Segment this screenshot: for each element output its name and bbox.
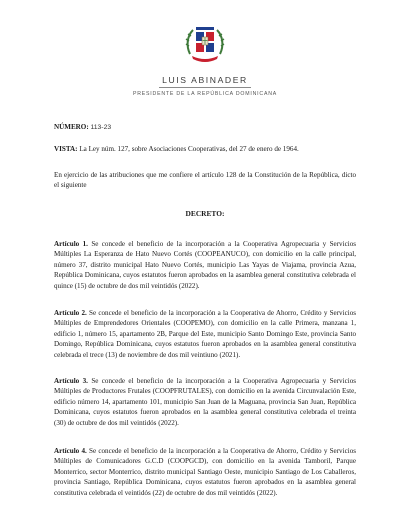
- vista-label: VISTA:: [54, 145, 78, 153]
- ejercicio-paragraph: En ejercicio de las atribuciones que me confiere el artículo 128 de la Constitución de la República, dicto el siguiente: [54, 171, 356, 190]
- article-label: Artículo 2.: [54, 309, 87, 317]
- decreto-heading: DECRETO:: [185, 209, 225, 218]
- president-title: PRESIDENTE DE LA REPÚBLICA DOMINICANA: [132, 91, 278, 97]
- article-label: Artículo 1.: [54, 240, 88, 248]
- article-paragraph: [54, 446, 356, 498]
- article-paragraph: [54, 376, 356, 428]
- dominican-coat-of-arms-icon: [184, 24, 226, 68]
- vista-paragraph: [54, 144, 356, 154]
- decree-number: [54, 122, 356, 133]
- article-text: Se concede el beneficio de la incorporación a la Cooperativa Agropecuaria y Servicios Múltiples La Esperanza de Hato Nuevo Cortés (COOPEANUCO), con domicilio en la calle principal, número 37, distrito municipal Hato Nuevo Cortés, municipio Las Yayas de Viajama, provincia Azua, República Dominicana, cuyos estatutos fueron aprobados en la asamblea general constitutiva celebrada el quince (15) de octubre de dos mil veintidós (2022).: [54, 240, 357, 290]
- article-paragraph: [54, 308, 356, 360]
- vista-text: La Ley núm. 127, sobre Asociaciones Cooperativas, del 27 de enero de 1964.: [79, 145, 299, 153]
- president-name: LUIS ABINADER: [162, 75, 248, 85]
- signature-divider: [159, 87, 251, 88]
- article-label: Artículo 3.: [54, 377, 88, 385]
- article-paragraph: [54, 239, 356, 291]
- decree-number-label: NÚMERO:: [54, 123, 89, 131]
- article-text: Se concede el beneficio de la incorporación a la Cooperativa Agropecuaria y Servicios Múltiples de Productores Frutales (COOPFRUTALES), con domicilio en la avenida Circunvalación Este, edificio número 14, apartamento 101, municipio San Juan de la Maguana, provincia San Juan, República Dominicana, cuyos estatutos fueron aprobados en la asamblea general constitutiva celebrada el treinta (30) de octubre de dos mil veintidós (2022).: [54, 377, 357, 427]
- decree-number-value: 113-23: [90, 124, 112, 131]
- article-text: Se concede el beneficio de la incorporación a la Cooperativa de Ahorro, Crédito y Servicios Múltiples de Emprendedores Orientales (COOPEMO), con domicilio en la calle Primera, manzana 1, edificio 1, número 15, apartamento 2B, Parque del Este, municipio Santo Domingo Este, provincia Santo Domingo, República Dominicana, cuyos estatutos fueron aprobados en la asamblea general constitutiva celebrada el trece (13) de noviembre de dos mil veintiuno (2021).: [54, 309, 357, 359]
- article-text: Se concede el beneficio de la incorporación a la Cooperativa de Ahorro, Crédito y Servicios Múltiples de Comunicadores G.C.D (COOPGCD), con domicilio en la avenida Tamboril, Parque Monterrico, sector Monterrico, distrito municipal Santiago Oeste, municipio Santiago de Los Caballeros, provincia Santiago, República Dominicana, cuyos estatutos fueron aprobados en la asamblea general constitutiva celebrada el veintidós (22) de octubre de dos mil veintidós (2022).: [54, 447, 357, 497]
- article-label: Artículo 4.: [54, 447, 87, 455]
